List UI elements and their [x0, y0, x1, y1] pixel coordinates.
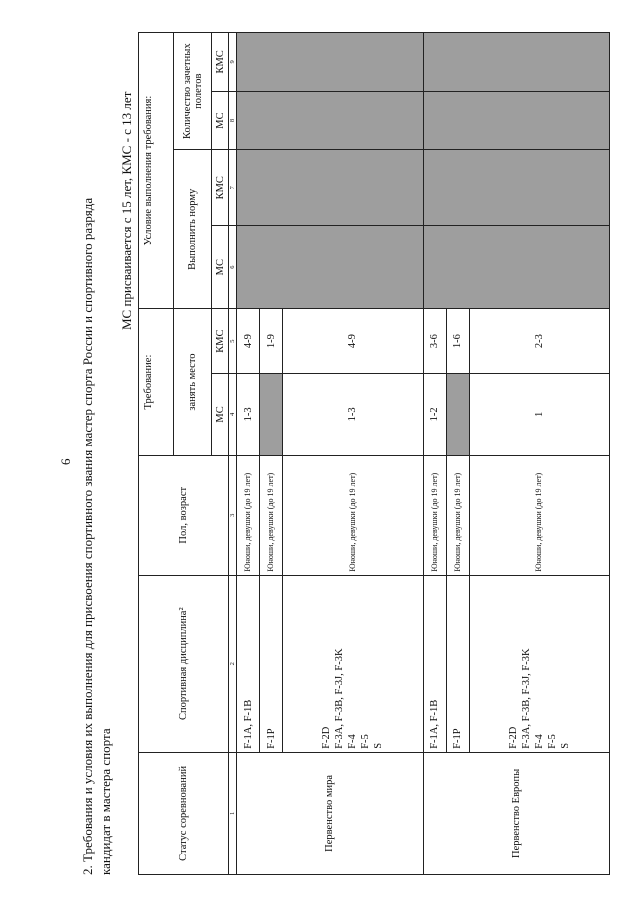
column-number: 6 — [229, 226, 237, 309]
ms-place-cell — [260, 373, 283, 455]
discipline: F-4 — [533, 734, 545, 749]
discipline: F-2D — [507, 726, 519, 749]
header-ms-norm: МС — [212, 226, 229, 309]
header-kms-flights: КМС — [212, 33, 229, 92]
header-sex-age: Пол, возраст — [139, 455, 229, 575]
competition-status: Первенство мира — [237, 752, 424, 874]
kms-place-cell: 2-3 — [469, 309, 610, 374]
header-kms-norm: КМС — [212, 150, 229, 226]
discipline-cell — [423, 575, 446, 752]
discipline: F-3A, F-3B, F-3J, F-3K — [520, 648, 532, 749]
table-row — [423, 33, 446, 875]
sex-age-cell: Юноши, девушки (до 19 лет) — [260, 455, 283, 575]
discipline: F-1A, F-1B — [429, 699, 440, 749]
shaded-cell — [237, 91, 424, 150]
shaded-cell — [423, 226, 610, 309]
header-kms-place: КМС — [212, 309, 229, 374]
ms-place-cell: 1-2 — [423, 373, 446, 455]
discipline-cell — [237, 575, 260, 752]
discipline: S — [373, 742, 385, 749]
ms-place-cell — [446, 373, 469, 455]
kms-place-cell: 1-9 — [260, 309, 283, 374]
section-heading-continued: кандидат в мастера спорта — [98, 728, 113, 875]
column-number: 5 — [229, 309, 237, 374]
header-flights-count: Количество зачетных полетов — [174, 33, 212, 150]
header-discipline: Спортивная дисциплина² — [139, 575, 229, 752]
shaded-cell — [237, 226, 424, 309]
ms-place-cell: 1-3 — [237, 373, 260, 455]
age-note: МС присваивается с 15 лет, КМС - с 13 лет — [119, 91, 134, 330]
column-number: 8 — [229, 91, 237, 150]
discipline: F-1P — [265, 728, 277, 749]
discipline: F-5 — [546, 734, 558, 749]
discipline: F-3A, F-3B, F-3J, F-3K — [334, 648, 346, 749]
column-number: 1 — [229, 752, 237, 874]
kms-place-cell: 4-9 — [283, 309, 424, 374]
section-heading: 2. Требования и условия их выполнения для присвоения спортивного звания мастер спорта России и спортивного разряда — [80, 197, 95, 875]
page-number: 6 — [58, 458, 73, 465]
sex-age-cell: Юноши, девушки (до 19 лет) — [283, 455, 424, 575]
discipline-cell — [283, 575, 424, 752]
discipline: F-1A, F-1B — [242, 699, 254, 749]
header-status: Статус соревнований — [139, 752, 229, 874]
ms-place-cell: 1-3 — [283, 373, 424, 455]
sex-age-cell: Юноши, девушки (до 19 лет) — [446, 455, 469, 575]
column-number: 9 — [229, 33, 237, 92]
sex-age-cell: Юноши, девушки (до 19 лет) — [423, 455, 446, 575]
discipline: F-2D — [321, 726, 333, 749]
column-number: 7 — [229, 150, 237, 226]
header-fulfill-norm: Выполнить норму — [174, 150, 212, 309]
discipline-cell — [260, 575, 283, 752]
shaded-cell — [237, 150, 424, 226]
header-ms-place: МС — [212, 373, 229, 455]
column-number: 3 — [229, 455, 237, 575]
discipline-cell — [446, 575, 469, 752]
discipline: F-1P — [452, 728, 463, 749]
shaded-cell — [423, 150, 610, 226]
table-row — [237, 33, 260, 875]
shaded-cell — [423, 33, 610, 92]
column-number: 4 — [229, 373, 237, 455]
kms-place-cell: 1-6 — [446, 309, 469, 374]
competition-status: Первенство Европы — [423, 752, 610, 874]
sex-age-cell: Юноши, девушки (до 19 лет) — [237, 455, 260, 575]
header-requirement: Требование: — [139, 309, 174, 456]
header-conditions: Условие выполнения требования: — [139, 33, 174, 309]
discipline: F-5 — [360, 734, 372, 749]
header-ms-flights: МС — [212, 91, 229, 150]
discipline-cell — [469, 575, 610, 752]
column-number-row — [229, 33, 237, 875]
discipline: S — [559, 742, 571, 749]
shaded-cell — [237, 33, 424, 92]
kms-place-cell: 3-6 — [423, 309, 446, 374]
sex-age-cell: Юноши, девушки (до 19 лет) — [469, 455, 610, 575]
ms-place-cell: 1 — [469, 373, 610, 455]
requirements-table — [138, 32, 610, 875]
kms-place-cell: 4-9 — [237, 309, 260, 374]
shaded-cell — [423, 91, 610, 150]
column-number: 2 — [229, 575, 237, 752]
discipline: F-4 — [347, 734, 359, 749]
header-take-place: занять место — [174, 309, 212, 456]
